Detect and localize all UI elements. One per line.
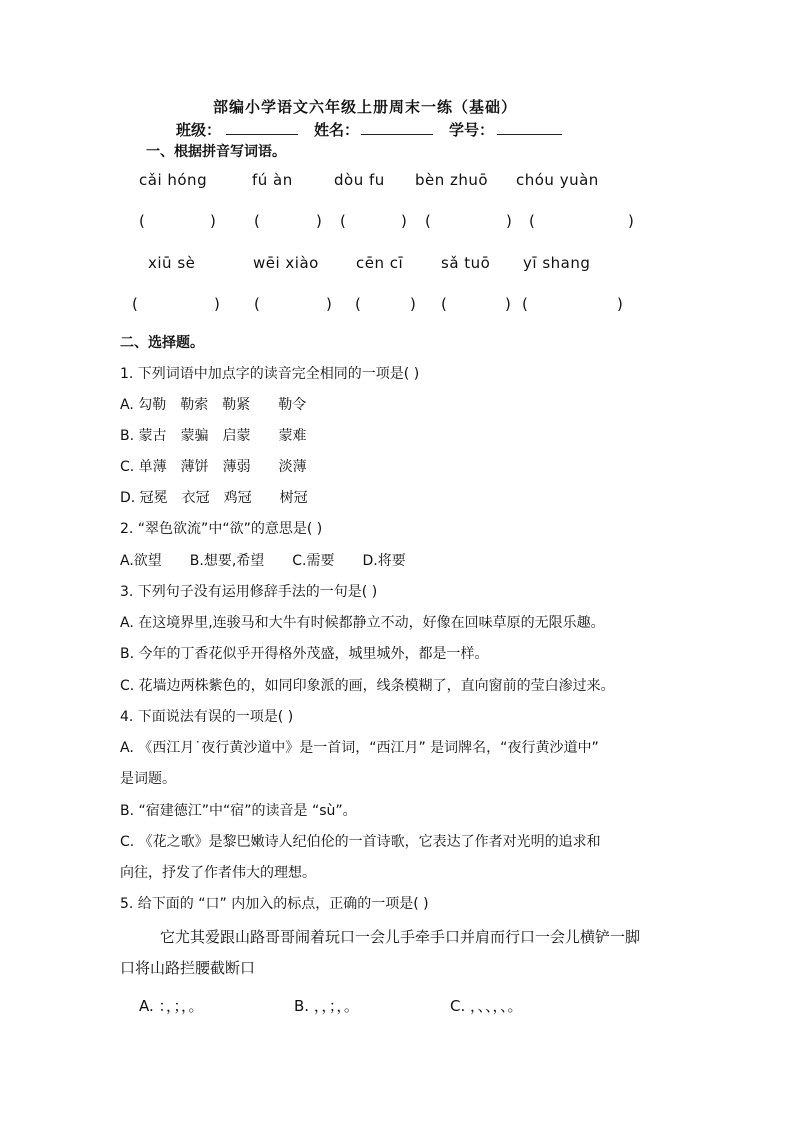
q1-option-d[interactable]: D. 冠冕 衣冠 鸡冠 树冠 <box>120 490 308 506</box>
q4-option-a[interactable]: A. 《西江月˙夜行黄沙道中》是一首词，“西江月” 是词牌名，“夜行黄沙道中” <box>120 740 599 756</box>
q4-option-a-continued: 是词题。 <box>120 771 176 787</box>
pinyin-item: dòu fu <box>334 171 385 189</box>
pinyin-item: bèn zhuō <box>415 171 489 189</box>
answer-bracket-open[interactable]: ( <box>522 295 528 313</box>
pinyin-item: chóu yuàn <box>516 171 599 189</box>
answer-bracket-open[interactable]: ( <box>340 212 346 230</box>
answer-bracket-close: ) <box>326 295 332 313</box>
number-label: 学号： <box>449 121 495 139</box>
section2-heading: 二、选择题。 <box>120 335 204 351</box>
q5-option-c[interactable]: C. ，、、，、。 <box>450 997 523 1015</box>
answer-bracket-close: ) <box>410 295 416 313</box>
q3-option-b[interactable]: B. 今年的丁香花似乎开得格外茂盛，城里城外，都是一样。 <box>120 646 489 662</box>
q3-option-a[interactable]: A. 在这境界里,连骏马和大牛有时候都静立不动，好像在回味草原的无限乐趣。 <box>120 615 605 631</box>
name-blank[interactable] <box>361 134 433 135</box>
answer-bracket-close: ) <box>628 212 634 230</box>
q2-options[interactable]: A.欲望 B.想要,希望 C.需要 D.将要 <box>120 553 406 569</box>
pinyin-item: cēn cī <box>356 254 404 272</box>
answer-bracket-close: ) <box>316 212 322 230</box>
answer-bracket-close: ) <box>505 295 511 313</box>
answer-bracket-close: ) <box>214 295 220 313</box>
question-1: 1. 下列词语中加点字的读音完全相同的一项是( ) <box>120 366 420 382</box>
q4-option-c-continued: 向往，抒发了作者伟大的理想。 <box>120 865 316 881</box>
pinyin-item: fú àn <box>252 171 293 189</box>
class-label: 班级： <box>176 121 222 139</box>
pinyin-item: xiū sè <box>148 254 196 272</box>
pinyin-item: sǎ tuō <box>441 254 491 272</box>
answer-bracket-open[interactable]: ( <box>355 295 361 313</box>
answer-bracket-close: ) <box>506 212 512 230</box>
class-blank[interactable] <box>226 134 298 135</box>
q5-passage-line: 它尤其爱跟山路哥哥闹着玩口一会儿手牵手口并肩而行口一会儿横铲一脚 <box>160 928 641 946</box>
answer-bracket-open[interactable]: ( <box>425 212 431 230</box>
answer-bracket-open[interactable]: ( <box>139 212 145 230</box>
pinyin-item: yī shang <box>523 254 591 272</box>
q5-option-b[interactable]: B. ，，；，。 <box>294 997 359 1015</box>
answer-bracket-close: ) <box>210 212 216 230</box>
answer-bracket-open[interactable]: ( <box>441 295 447 313</box>
answer-bracket-open[interactable]: ( <box>529 212 535 230</box>
name-label: 姓名： <box>314 121 360 139</box>
question-4: 4. 下面说法有误的一项是( ) <box>120 709 294 725</box>
q1-option-c[interactable]: C. 单薄 薄饼 薄弱 淡薄 <box>120 459 307 475</box>
q1-option-b[interactable]: B. 蒙古 蒙骗 启蒙 蒙难 <box>120 428 307 444</box>
answer-bracket-open[interactable]: ( <box>132 295 138 313</box>
number-blank[interactable] <box>497 134 562 135</box>
pinyin-item: cǎi hóng <box>139 171 208 189</box>
answer-bracket-open[interactable]: ( <box>254 295 260 313</box>
q1-option-a[interactable]: A. 勾勒 勒索 勒紧 勒令 <box>120 397 307 413</box>
section1-heading: 一、根据拼音写词语。 <box>146 144 286 160</box>
question-2: 2. “翠色欲流”中“欲”的意思是( ) <box>120 521 323 537</box>
q5-option-a[interactable]: A. ：，；，。 <box>139 997 204 1015</box>
q4-option-c[interactable]: C. 《花之歌》是黎巴嫩诗人纪伯伦的一首诗歌，它表达了作者对光明的追求和 <box>120 834 601 850</box>
q4-option-b[interactable]: B. “宿建德江”中“宿”的读音是 “sù”。 <box>120 803 357 819</box>
question-5: 5. 给下面的 “口” 内加入的标点，正确的一项是( ) <box>120 896 429 912</box>
q5-passage-line: 口将山路拦腰截断口 <box>120 959 256 977</box>
q3-option-c[interactable]: C. 花墙边两株紫色的，如同印象派的画，线条模糊了，直向窗前的莹白渗过来。 <box>120 678 615 694</box>
answer-bracket-close: ) <box>401 212 407 230</box>
answer-bracket-close: ) <box>617 295 623 313</box>
question-3: 3. 下列句子没有运用修辞手法的一句是( ) <box>120 584 378 600</box>
answer-bracket-open[interactable]: ( <box>254 212 260 230</box>
worksheet-title: 部编小学语文六年级上册周末一练（基础） <box>213 98 518 116</box>
pinyin-item: wēi xiào <box>253 254 319 272</box>
